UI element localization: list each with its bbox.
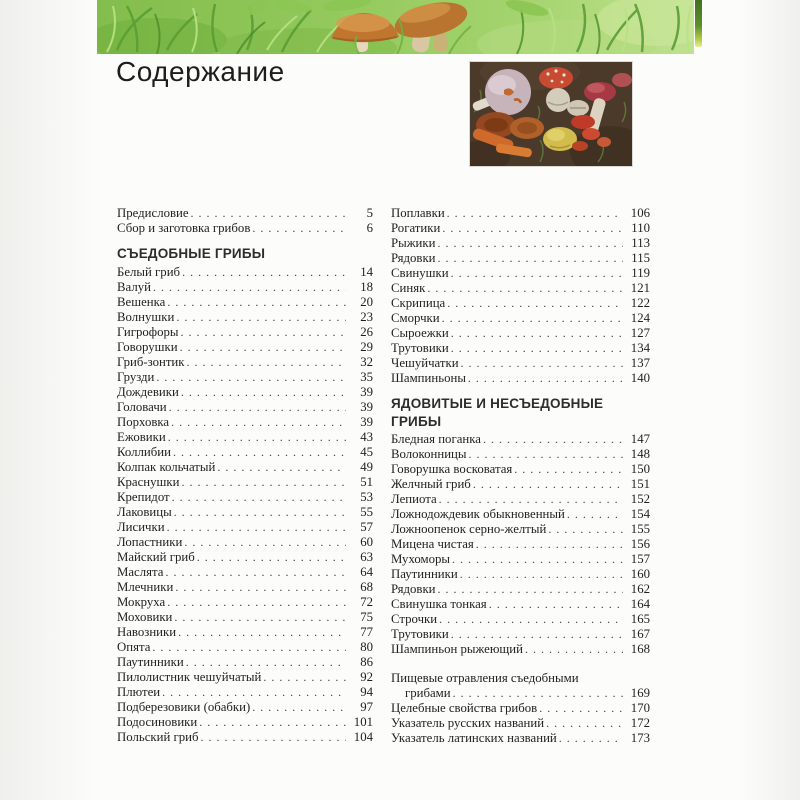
toc-entry-page: 32: [360, 354, 373, 369]
toc-entry-page: 137: [630, 356, 650, 370]
toc-entry: [117, 221, 373, 236]
dot-leader: [186, 655, 346, 670]
toc-entry-label: Ложнодождевик обыкновенный: [391, 507, 565, 521]
toc-entry-page: 151: [630, 477, 650, 491]
toc-entry-page: 53: [360, 489, 373, 504]
toc-entry-page: 18: [360, 279, 373, 294]
dot-leader: [539, 701, 623, 716]
toc-entry-label: Волоконницы: [391, 447, 467, 461]
toc-entry-label: Паутинники: [117, 654, 184, 669]
toc-entry: [391, 582, 650, 597]
toc-entry: [391, 537, 650, 552]
toc-entry-page: 150: [630, 462, 650, 476]
toc-entry: [117, 550, 373, 565]
toc-entry: [391, 507, 650, 522]
toc-entry-label: Свинушка тонкая: [391, 597, 487, 611]
toc-entry: [117, 295, 373, 310]
toc-entry-page: 165: [630, 612, 650, 626]
dot-leader: [469, 447, 623, 462]
toc-entry-page: 72: [360, 594, 373, 609]
toc-entry-label: Синяк: [391, 281, 426, 295]
dot-leader: [181, 385, 346, 400]
dot-leader: [451, 341, 623, 356]
toc-entry: [391, 716, 650, 731]
toc-entry: [391, 552, 650, 567]
toc-entry-page: 29: [360, 339, 373, 354]
toc-entry-label: Свинушки: [391, 266, 449, 280]
toc-entry: [117, 565, 373, 580]
toc-entry-label: Вешенка: [117, 294, 166, 309]
toc-entry: [117, 685, 373, 700]
toc-entry-label: Валуй: [117, 279, 151, 294]
toc-entry: [117, 490, 373, 505]
toc-entry-label: Подосиновики: [117, 714, 198, 729]
dot-leader: [197, 550, 346, 565]
toc-entry-label: Порховка: [117, 414, 170, 429]
section-header-edible: СЪЕДОБНЫЕ ГРИБЫ: [117, 246, 266, 261]
dot-leader: [174, 505, 346, 520]
dot-leader: [473, 477, 623, 492]
toc-entry-page: 14: [360, 264, 373, 279]
toc-entry-label: Подберезовики (обабки): [117, 699, 251, 714]
toc-entry-page: 140: [630, 371, 650, 385]
toc-entry: [117, 520, 373, 535]
toc-entry-page: 55: [360, 504, 373, 519]
toc-entry-label: Ложноопенок серно-желтый: [391, 522, 547, 536]
toc-entry: [117, 445, 373, 460]
dot-leader: [176, 310, 346, 325]
dot-leader: [476, 537, 623, 552]
dot-leader: [174, 610, 346, 625]
toc-entry-label: Млечники: [117, 579, 174, 594]
page-right-edge: [740, 0, 800, 800]
dot-leader: [182, 265, 346, 280]
toc-entry-page: 57: [360, 519, 373, 534]
toc-entry-page: 39: [360, 384, 373, 399]
toc-entry-page: 122: [630, 296, 650, 310]
dot-leader: [156, 370, 346, 385]
toc-entry-label: Опята: [117, 639, 151, 654]
toc-entry: [117, 400, 373, 415]
toc-entry-page: 119: [631, 266, 650, 280]
toc-entry-label: Целебные свойства грибов: [391, 701, 538, 715]
mushrooms-photo-illustration: [470, 62, 632, 166]
toc-entry: [117, 610, 373, 625]
toc-entry: [391, 612, 650, 627]
dot-leader: [178, 625, 346, 640]
toc-entry-page: 60: [360, 534, 373, 549]
toc-entry-page: 155: [630, 522, 650, 536]
toc-entry-label: Шампиньоны: [391, 371, 466, 385]
toc-entry: [117, 265, 373, 280]
toc-entry-page: 92: [360, 669, 373, 684]
toc-entry: [391, 447, 650, 462]
toc-entry-page: 64: [360, 564, 373, 579]
toc-entry-page: 156: [630, 537, 650, 551]
dot-leader: [171, 415, 346, 430]
toc-entry-label: Гигрофоры: [117, 324, 179, 339]
toc-entry: [391, 221, 650, 236]
toc-entry-label: Сморчки: [391, 311, 440, 325]
toc-entry: [117, 535, 373, 550]
toc-entry: [391, 597, 650, 612]
dot-leader: [252, 700, 346, 715]
toc-entry-page: 127: [630, 326, 650, 340]
toc-entry: [117, 475, 373, 490]
toc-entry: [391, 266, 650, 281]
toc-entry-label: Мицена чистая: [391, 537, 474, 551]
toc-entry: [117, 640, 373, 655]
toc-entry: [391, 701, 650, 716]
dot-leader: [172, 490, 346, 505]
adjacent-page-edge: [695, 0, 702, 47]
dot-leader: [427, 281, 623, 296]
dot-leader: [489, 597, 623, 612]
dot-leader: [175, 580, 346, 595]
toc-entry: [117, 460, 373, 475]
toc-entry-label: Мокруха: [117, 594, 166, 609]
toc-entry: [117, 670, 373, 685]
toc-entry: [117, 730, 373, 745]
toc-entry-label: Коллибии: [117, 444, 171, 459]
toc-entry: [117, 325, 373, 340]
grass-banner-illustration: [97, 0, 694, 54]
dot-leader: [439, 612, 623, 627]
dot-leader: [514, 462, 623, 477]
toc-entry-line2: [391, 686, 650, 701]
toc-entry-page: 152: [630, 492, 650, 506]
toc-entry-label: Рогатики: [391, 221, 441, 235]
toc-entry: [117, 580, 373, 595]
dot-leader: [438, 582, 623, 597]
toc-entry-page: 164: [630, 597, 650, 611]
toc-entry-label: Дождевики: [117, 384, 179, 399]
toc-entry-page: 113: [631, 236, 650, 250]
toc-entry-page: 75: [360, 609, 373, 624]
dot-leader: [567, 507, 623, 522]
toc-entry-label: Предисловие: [117, 206, 189, 220]
toc-entry-page: 167: [630, 627, 650, 641]
toc-entry-label: Трутовики: [391, 341, 449, 355]
toc-poisonous-list: [391, 432, 650, 657]
toc-entry-label: Пилолистник чешуйчатый: [117, 669, 262, 684]
dot-leader: [152, 640, 346, 655]
toc-entry: [391, 296, 650, 311]
toc-entry-label: Плютеи: [117, 684, 161, 699]
toc-entry-page: 20: [360, 294, 373, 309]
dot-leader: [167, 295, 346, 310]
dot-leader: [201, 730, 347, 745]
toc-entry-label: Грузди: [117, 369, 155, 384]
page-title: Содержание: [116, 56, 285, 87]
toc-entry-label: Указатель русских названий: [391, 716, 545, 730]
dot-leader: [442, 221, 623, 236]
dot-leader: [451, 627, 623, 642]
toc-entry-label: Краснушки: [117, 474, 180, 489]
toc-entry-page: 39: [360, 414, 373, 429]
toc-entry: [391, 341, 650, 356]
dot-leader: [180, 340, 346, 355]
toc-entry-label: Говорушка восковатая: [391, 462, 513, 476]
dot-leader: [452, 552, 623, 567]
toc-entry: [391, 236, 650, 251]
dot-leader: [191, 206, 346, 221]
toc-entry: [117, 370, 373, 385]
dot-leader: [169, 400, 346, 415]
toc-entry-label: Сбор и заготовка грибов: [117, 221, 251, 235]
dot-leader: [167, 520, 346, 535]
dot-leader: [437, 236, 623, 251]
toc-entry-page: 115: [631, 251, 650, 265]
toc-entry-label: Рядовки: [391, 582, 436, 596]
toc-entry-label: Лаковицы: [117, 504, 172, 519]
dot-leader: [447, 206, 623, 221]
toc-entry-label: Польский гриб: [117, 729, 199, 744]
toc-entry: [117, 310, 373, 325]
toc-edible-continued-list: [391, 206, 650, 386]
dot-leader: [461, 356, 623, 371]
toc-entry-label: Крепидот: [117, 489, 170, 504]
dot-leader: [439, 492, 623, 507]
toc-entry: [391, 206, 650, 221]
toc-entry-page: 97: [360, 699, 373, 714]
toc-entry-label-line1: Пищевые отравления съедобными: [391, 671, 579, 685]
toc-entry-page: 26: [360, 324, 373, 339]
dot-leader: [447, 296, 623, 311]
toc-entry-page: 80: [360, 639, 373, 654]
toc-entry-label: Лисички: [117, 519, 165, 534]
dot-leader: [168, 430, 346, 445]
toc-entry: [391, 627, 650, 642]
section-header-poisonous: ЯДОВИТЫЕ И НЕСЪЕДОБНЫЕ ГРИБЫ: [391, 396, 604, 429]
toc-entry-food-poisoning: [391, 671, 650, 701]
toc-entry-label: Поплавки: [391, 206, 445, 220]
toc-entry-label: Строчки: [391, 612, 438, 626]
toc-entry: [117, 430, 373, 445]
toc-entry-label: Говорушки: [117, 339, 178, 354]
toc-entry: [391, 432, 650, 447]
toc-entry-label: Головачи: [117, 399, 167, 414]
dot-leader: [263, 670, 346, 685]
toc-edible-list: [117, 265, 373, 745]
dot-leader: [546, 716, 623, 731]
toc-entry: [117, 595, 373, 610]
toc-entry-label: Навозники: [117, 624, 177, 639]
dot-leader: [184, 535, 346, 550]
toc-entry: [391, 326, 650, 341]
toc-entry-label: Бледная поганка: [391, 432, 481, 446]
dot-leader: [548, 522, 623, 537]
toc-entry-page: 110: [631, 221, 650, 235]
toc-entry-page: 63: [360, 549, 373, 564]
dot-leader: [153, 280, 346, 295]
dot-leader: [451, 326, 623, 341]
toc-entry-label: Указатель латинских названий: [391, 731, 557, 745]
toc-entry-page: 51: [360, 474, 373, 489]
toc-entry: [391, 311, 650, 326]
toc-entry: [117, 280, 373, 295]
toc-entry-page: 170: [630, 701, 650, 715]
toc-entry: [117, 625, 373, 640]
toc-entry-page: 101: [353, 714, 373, 729]
toc-end-list: [391, 701, 650, 746]
toc-entry-label: Чешуйчатки: [391, 356, 459, 370]
toc-entry: [117, 715, 373, 730]
toc-entry-label: Колпак кольчатый: [117, 459, 216, 474]
toc-entry-page: 160: [630, 567, 650, 581]
dot-leader: [468, 371, 623, 386]
toc-entry-label: Шампиньон рыжеющий: [391, 642, 523, 656]
grass-banner-photo: [97, 0, 694, 54]
toc-entry-page: 154: [630, 507, 650, 521]
toc-entry-page: 45: [360, 444, 373, 459]
dot-leader: [525, 642, 623, 657]
toc-entry: [117, 206, 373, 221]
toc-entry-label: Гриб-зонтик: [117, 354, 185, 369]
toc-entry-page: 134: [630, 341, 650, 355]
toc-entry-page: 77: [360, 624, 373, 639]
toc-entry: [391, 731, 650, 746]
toc-entry-label: Моховики: [117, 609, 173, 624]
toc-entry-label: Лепиота: [391, 492, 437, 506]
toc-entry-page: 35: [360, 369, 373, 384]
toc-entry-page: 168: [630, 642, 650, 656]
toc-entry: [391, 477, 650, 492]
toc-entry: [117, 505, 373, 520]
toc-entry: [117, 385, 373, 400]
toc-entry-page: 172: [630, 716, 650, 730]
toc-entry-label: Мухоморы: [391, 552, 451, 566]
toc-entry-page: 173: [630, 731, 650, 745]
dot-leader: [187, 355, 347, 370]
dot-leader: [460, 567, 623, 582]
toc-entry: [391, 281, 650, 296]
toc-entry: [391, 522, 650, 537]
dot-leader: [181, 475, 346, 490]
toc-entry-page: 94: [360, 684, 373, 699]
toc-entry-page: 169: [630, 686, 650, 700]
dot-leader: [181, 325, 347, 340]
toc-entry: [391, 462, 650, 477]
toc-left-column: [117, 206, 373, 745]
toc-entry-page: 147: [630, 432, 650, 446]
toc-entry: [117, 340, 373, 355]
dot-leader: [483, 432, 623, 447]
dot-leader: [438, 251, 623, 266]
toc-entry-page: 86: [360, 654, 373, 669]
dot-leader: [199, 715, 346, 730]
toc-entry: [391, 371, 650, 386]
toc-entry-page: 124: [630, 311, 650, 325]
toc-entry-page: 162: [630, 582, 650, 596]
dot-leader: [173, 445, 346, 460]
dot-leader: [451, 266, 623, 281]
toc-entry-label: Рядовки: [391, 251, 436, 265]
toc-entry-label: Желчный гриб: [391, 477, 471, 491]
page-left-edge: [0, 0, 96, 800]
dot-leader: [162, 685, 346, 700]
toc-entry-page: 68: [360, 579, 373, 594]
toc-entry-page: 5: [366, 206, 373, 220]
toc-entry-label: Рыжики: [391, 236, 436, 250]
dot-leader: [559, 731, 623, 746]
toc-entry-label: Волнушки: [117, 309, 175, 324]
toc-entry-page: 106: [630, 206, 650, 220]
toc-entry-label-line2: грибами: [405, 686, 451, 700]
toc-entry: [117, 355, 373, 370]
toc-entry-label: Паутинники: [391, 567, 458, 581]
toc-entry-label: Белый гриб: [117, 264, 181, 279]
toc-entry-page: 121: [630, 281, 650, 295]
dot-leader: [252, 221, 346, 236]
toc-entry: [391, 492, 650, 507]
toc-entry: [117, 415, 373, 430]
toc-entry-page: 23: [360, 309, 373, 324]
toc-entry: [117, 655, 373, 670]
toc-right-column: [391, 206, 650, 746]
dot-leader: [167, 595, 346, 610]
toc-entry-label: Скрипица: [391, 296, 446, 310]
toc-entry-label: Маслята: [117, 564, 164, 579]
toc-entry-label: Майский гриб: [117, 549, 195, 564]
mushrooms-photo: [470, 62, 632, 166]
toc-entry-label: Лопастники: [117, 534, 183, 549]
toc-entry-page: 6: [366, 221, 373, 235]
toc-entry: [391, 567, 650, 582]
toc-entry-page: 49: [360, 459, 373, 474]
toc-entry-page: 157: [630, 552, 650, 566]
toc-entry-page: 104: [353, 729, 373, 744]
toc-entry-page: 43: [360, 429, 373, 444]
toc-entry-label: Ежовики: [117, 429, 166, 444]
toc-entry: [391, 356, 650, 371]
toc-entry-label: Трутовики: [391, 627, 449, 641]
toc-entry: [391, 251, 650, 266]
toc-entry: [117, 700, 373, 715]
toc-entry-page: 148: [630, 447, 650, 461]
toc-entry-label: Сыроежки: [391, 326, 449, 340]
toc-intro-list: [117, 206, 373, 236]
toc-entry: [391, 642, 650, 657]
dot-leader: [453, 686, 623, 701]
dot-leader: [165, 565, 346, 580]
dot-leader: [442, 311, 623, 326]
dot-leader: [217, 460, 346, 475]
toc-entry-page: 39: [360, 399, 373, 414]
